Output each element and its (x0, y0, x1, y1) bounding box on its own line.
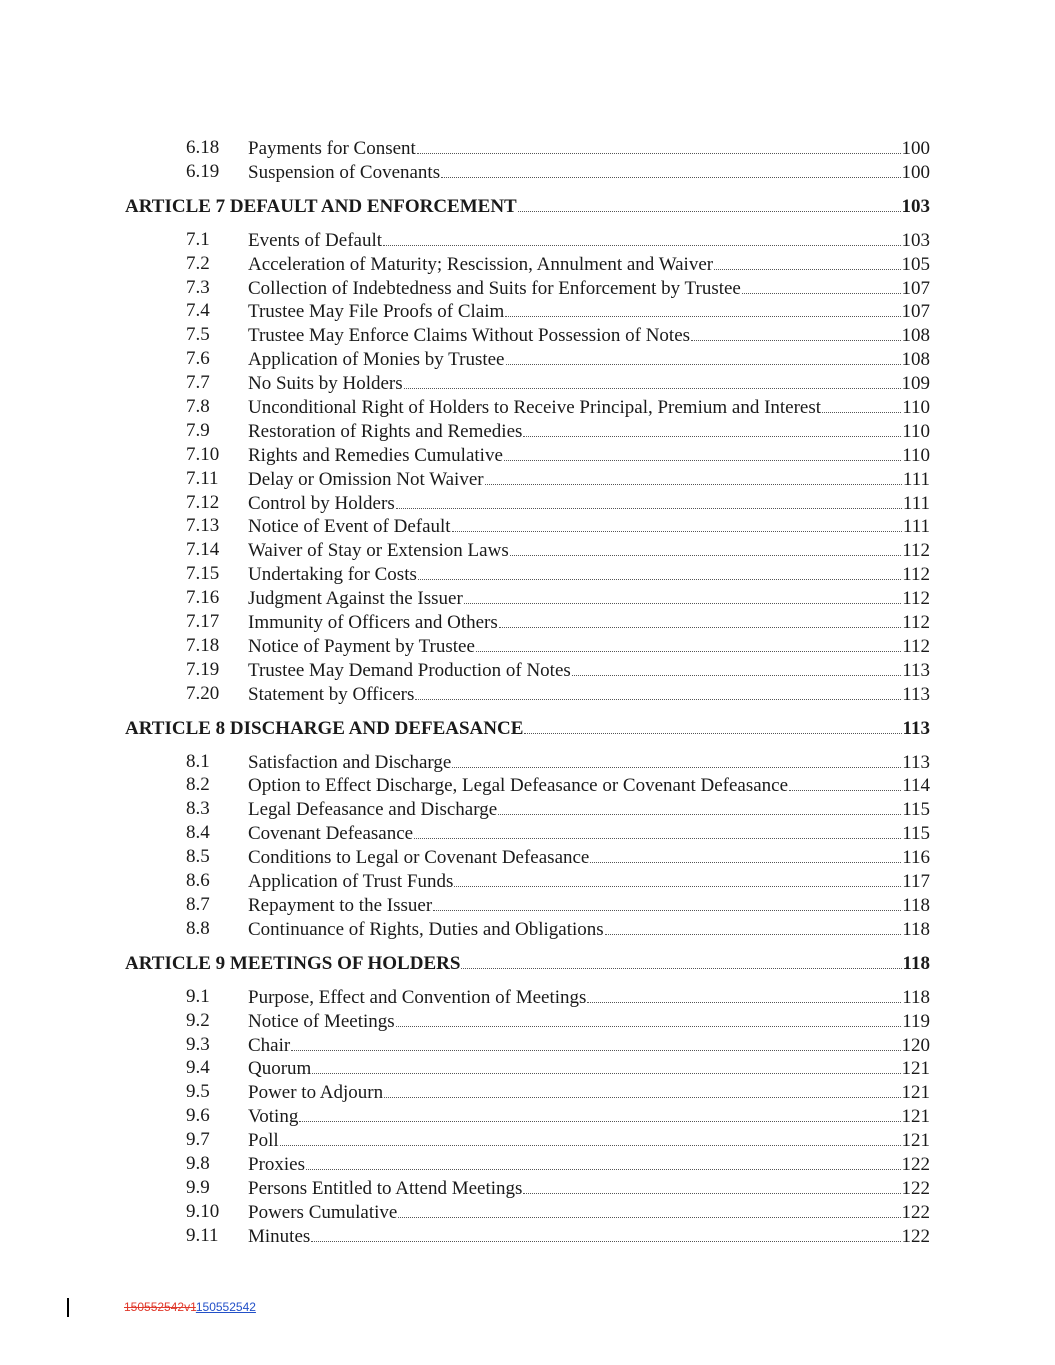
dot-leader (499, 610, 901, 628)
toc-entry-title: Waiver of Stay or Extension Laws (248, 540, 509, 562)
toc-entry[interactable] (0, 228, 1055, 252)
toc-entry-number: 7.8 (186, 396, 210, 418)
toc-entry-number: 9.1 (186, 985, 210, 1007)
toc-entry-number: 9.7 (186, 1129, 210, 1151)
dot-leader (396, 491, 902, 509)
toc-entry-number: 9.5 (186, 1081, 210, 1103)
toc-entry-number: 9.4 (186, 1057, 210, 1079)
toc-entry[interactable] (0, 347, 1055, 371)
toc-entry[interactable] (0, 1224, 1055, 1248)
toc-page-number: 121 (901, 1130, 930, 1152)
toc-entry[interactable] (0, 750, 1055, 774)
toc-entry[interactable] (0, 1200, 1055, 1224)
toc-page-number: 122 (901, 1201, 930, 1223)
toc-entry-title: Minutes (248, 1225, 311, 1247)
toc-entry-title: Covenant Defeasance (248, 823, 414, 845)
toc-entry-number: 7.3 (186, 276, 210, 298)
toc-entry-number: 8.8 (186, 917, 210, 939)
toc-entry-title: Conditions to Legal or Covenant Defeasance (248, 847, 590, 869)
toc-entry-number: 7.18 (186, 634, 220, 656)
toc-entry-title: Trustee May Demand Production of Notes (248, 659, 571, 681)
toc-entry[interactable] (0, 893, 1055, 917)
toc-entry-title: Immunity of Officers and Others (248, 612, 498, 634)
toc-entry-title: Satisfaction and Discharge (248, 751, 452, 773)
toc-page-number: 112 (902, 564, 930, 586)
toc-page-number: 103 (901, 229, 930, 251)
toc-page-number: 109 (901, 373, 930, 395)
dot-leader (398, 1200, 900, 1218)
dot-leader (461, 951, 901, 969)
toc-page-number: 120 (901, 1034, 930, 1056)
toc-entry-number: 6.18 (186, 137, 220, 158)
toc-entry-number: 7.20 (186, 682, 220, 704)
dot-leader (291, 1033, 900, 1051)
toc-entry[interactable] (0, 1104, 1055, 1128)
toc-entry[interactable] (0, 514, 1055, 538)
toc-entry-number: 8.2 (186, 774, 210, 796)
dot-leader (280, 1128, 901, 1146)
dot-leader (504, 443, 901, 461)
dot-leader (572, 658, 901, 676)
dot-leader (396, 1009, 902, 1027)
toc-page-number: 113 (902, 717, 930, 739)
dot-leader (523, 1176, 900, 1194)
toc-entry-title: Repayment to the Issuer (248, 894, 433, 916)
toc-article-heading[interactable] (0, 194, 1055, 218)
toc-entry-title: Payments for Consent (248, 138, 416, 159)
dot-leader (590, 845, 901, 863)
toc-entry-title: Notice of Event of Default (248, 516, 451, 538)
toc-entry-title: Notice of Meetings (248, 1010, 395, 1032)
dot-leader (476, 634, 901, 652)
toc-entry-number: 7.5 (186, 324, 210, 346)
toc-entry-title: No Suits by Holders (248, 373, 403, 395)
toc-entry-number: 6.19 (186, 160, 220, 182)
toc-entry-number: 8.6 (186, 870, 210, 892)
dot-leader (404, 371, 901, 389)
toc-page-number: 103 (901, 195, 930, 217)
toc-entry-title: Notice of Payment by Trustee (248, 635, 475, 657)
toc-entry-title: Continuance of Rights, Duties and Obligations (248, 918, 604, 940)
toc-entry[interactable] (0, 252, 1055, 276)
toc-entry[interactable] (0, 1056, 1055, 1080)
toc-entry[interactable] (0, 371, 1055, 395)
dot-leader (485, 467, 902, 485)
deleted-document-id: 150552542v1 (124, 1300, 196, 1314)
toc-entry[interactable] (0, 299, 1055, 323)
toc-entry-number: 8.3 (186, 798, 210, 820)
dot-leader (523, 419, 901, 437)
toc-page-number: 110 (902, 397, 930, 419)
toc-entry-title: Purpose, Effect and Convention of Meetings (248, 986, 587, 1008)
toc-entry[interactable] (0, 136, 1055, 160)
toc-entry-number: 9.3 (186, 1033, 210, 1055)
document-footer (0, 1297, 1055, 1321)
toc-entry-number: 7.9 (186, 419, 210, 441)
toc-entry[interactable] (0, 658, 1055, 682)
toc-entry-title: Statement by Officers (248, 683, 415, 705)
toc-entry[interactable] (0, 467, 1055, 491)
dot-leader (506, 347, 901, 365)
toc-entry[interactable] (0, 1009, 1055, 1033)
toc-page-number: 108 (901, 325, 930, 347)
toc-article-heading[interactable] (0, 716, 1055, 740)
toc-page-number: 112 (902, 612, 930, 634)
toc-page-number: 111 (902, 468, 930, 490)
toc-entry[interactable] (0, 419, 1055, 443)
toc-page-number: 107 (901, 277, 930, 299)
document-id (124, 1299, 256, 1315)
toc-entry-title: Powers Cumulative (248, 1201, 398, 1223)
toc-entry-number: 8.7 (186, 893, 210, 915)
toc-page-number: 121 (901, 1082, 930, 1104)
toc-entry-title: Option to Effect Discharge, Legal Defeasance or Covenant Defeasance (248, 775, 789, 797)
dot-leader (452, 750, 901, 768)
toc-page-number: 100 (901, 161, 930, 183)
toc-entry-title: Legal Defeasance and Discharge (248, 799, 498, 821)
dot-leader (510, 538, 901, 556)
toc-entry[interactable] (0, 491, 1055, 515)
toc-page-number: 116 (902, 847, 930, 869)
toc-entry[interactable] (0, 985, 1055, 1009)
toc-entry-number: 9.2 (186, 1009, 210, 1031)
toc-page-number: 117 (902, 871, 930, 893)
dot-leader (312, 1056, 900, 1074)
toc-entry[interactable] (0, 1152, 1055, 1176)
dot-leader (789, 773, 901, 791)
toc-entry-title: Persons Entitled to Attend Meetings (248, 1177, 523, 1199)
toc-entry[interactable] (0, 773, 1055, 797)
toc-entry-number: 7.15 (186, 563, 220, 585)
toc-page-number: 112 (902, 540, 930, 562)
dot-leader (714, 252, 900, 270)
dot-leader (299, 1104, 900, 1122)
dot-leader (441, 160, 900, 178)
toc-entry-number: 7.2 (186, 252, 210, 274)
toc-entry-title: Application of Trust Funds (248, 871, 454, 893)
dot-leader (742, 276, 901, 294)
toc-page-number: 122 (901, 1177, 930, 1199)
toc-page-number: 108 (901, 349, 930, 371)
dot-leader (417, 136, 901, 154)
toc-entry-number: 9.10 (186, 1200, 220, 1222)
toc-page-number: 107 (901, 301, 930, 323)
toc-entry[interactable] (0, 443, 1055, 467)
toc-page-number: 119 (902, 1010, 930, 1032)
dot-leader (518, 194, 901, 212)
toc-entry-title: Delay or Omission Not Waiver (248, 468, 484, 490)
toc-page-number: 110 (902, 444, 930, 466)
toc-entry[interactable] (0, 538, 1055, 562)
toc-page-number: 112 (902, 635, 930, 657)
toc-entry-number: 9.11 (186, 1224, 219, 1246)
dot-leader (306, 1152, 901, 1170)
toc-entry-title: Trustee May Enforce Claims Without Possession of Notes (248, 325, 691, 347)
toc-entry-number: 7.19 (186, 658, 220, 680)
toc-entry[interactable] (0, 845, 1055, 869)
toc-entry-number: 7.6 (186, 348, 210, 370)
toc-entry-title: Judgment Against the Issuer (248, 588, 463, 610)
toc-entry[interactable] (0, 395, 1055, 419)
toc-entry-number: 7.13 (186, 515, 220, 537)
toc-entry-title: Restoration of Rights and Remedies (248, 420, 523, 442)
toc-entry[interactable] (0, 821, 1055, 845)
toc-page-number: 118 (902, 986, 930, 1008)
toc-entry-number: 9.6 (186, 1105, 210, 1127)
dot-leader (505, 299, 900, 317)
toc-entry-title: Quorum (248, 1058, 312, 1080)
dot-leader (384, 1080, 900, 1098)
toc-entry[interactable] (0, 562, 1055, 586)
toc-entry-title: Events of Default (248, 229, 383, 251)
toc-entry[interactable] (0, 1176, 1055, 1200)
toc-entry-number: 7.11 (186, 467, 219, 489)
toc-page-number: 115 (902, 799, 930, 821)
toc-entry-title: Unconditional Right of Holders to Receive Principal, Premium and Interest (248, 397, 822, 419)
dot-leader (452, 514, 902, 532)
dot-leader (311, 1224, 900, 1242)
toc-page-number: 122 (901, 1153, 930, 1175)
toc-entry-title: ARTICLE 8 DISCHARGE AND DEFEASANCE (125, 717, 524, 739)
toc-page-number: 118 (902, 952, 930, 974)
toc-entry-number: 8.1 (186, 750, 210, 772)
toc-entry-title: Rights and Remedies Cumulative (248, 444, 503, 466)
toc-page-number: 113 (902, 659, 930, 681)
dot-leader (587, 985, 901, 1003)
toc-entry-number: 7.4 (186, 300, 210, 322)
toc-entry[interactable] (0, 917, 1055, 941)
toc-entry-title: Voting (248, 1106, 299, 1128)
toc-entry[interactable] (0, 160, 1055, 184)
toc-page-number: 122 (901, 1225, 930, 1247)
toc-page-number: 118 (902, 918, 930, 940)
toc-entry-number: 7.17 (186, 611, 220, 633)
toc-entry[interactable] (0, 276, 1055, 300)
toc-entry-number: 8.4 (186, 822, 210, 844)
toc-article-heading[interactable] (0, 951, 1055, 975)
toc-entry-title: Suspension of Covenants (248, 161, 441, 183)
toc-page-number: 121 (901, 1058, 930, 1080)
toc-page-number: 121 (901, 1106, 930, 1128)
toc-entry-title: Chair (248, 1034, 291, 1056)
dot-leader (691, 323, 900, 341)
change-bar (67, 1298, 69, 1317)
dot-leader (383, 228, 900, 246)
toc-entry-number: 7.14 (186, 539, 220, 561)
toc-entry[interactable] (0, 586, 1055, 610)
inserted-document-id: 150552542 (195, 1300, 256, 1314)
toc-page-number: 105 (901, 253, 930, 275)
toc-entry-number: 7.1 (186, 228, 210, 250)
toc-page-number: 112 (902, 588, 930, 610)
dot-leader (433, 893, 901, 911)
dot-leader (605, 917, 902, 935)
dot-leader (524, 716, 901, 734)
toc-entry[interactable] (0, 1033, 1055, 1057)
toc-entry-number: 7.7 (186, 372, 210, 394)
dot-leader (498, 797, 901, 815)
toc-entry-number: 9.8 (186, 1152, 210, 1174)
toc-entry[interactable] (0, 1080, 1055, 1104)
toc-page-number: 111 (902, 516, 930, 538)
toc-page-number: 113 (902, 683, 930, 705)
toc-entry[interactable] (0, 869, 1055, 893)
toc-entry-title: Control by Holders (248, 492, 395, 514)
toc-entry-number: 7.16 (186, 587, 220, 609)
toc-entry-title: Power to Adjourn (248, 1082, 384, 1104)
dot-leader (418, 562, 901, 580)
toc-entry-title: ARTICLE 9 MEETINGS OF HOLDERS (125, 952, 461, 974)
toc-entry-title: Poll (248, 1130, 279, 1152)
toc-entry-title: ARTICLE 7 DEFAULT AND ENFORCEMENT (125, 195, 517, 217)
toc-entry[interactable] (0, 1128, 1055, 1152)
toc-entry-number: 7.10 (186, 443, 220, 465)
toc-entry[interactable] (0, 682, 1055, 706)
toc-page-number: 111 (902, 492, 930, 514)
toc-entry-title: Application of Monies by Trustee (248, 349, 505, 371)
table-of-contents (0, 136, 1055, 1248)
toc-page-number: 100 (901, 138, 930, 159)
toc-page-number: 118 (902, 894, 930, 916)
toc-entry-title: Acceleration of Maturity; Rescission, Annulment and Waiver (248, 253, 714, 275)
toc-page-number: 113 (902, 751, 930, 773)
toc-entry[interactable] (0, 610, 1055, 634)
dot-leader (415, 682, 901, 700)
toc-entry-title: Undertaking for Costs (248, 564, 417, 586)
toc-page-number: 110 (902, 420, 930, 442)
dot-leader (822, 395, 901, 413)
toc-page-number: 115 (902, 823, 930, 845)
toc-entry-title: Proxies (248, 1153, 305, 1175)
toc-entry-number: 7.12 (186, 491, 220, 513)
toc-entry-number: 8.5 (186, 846, 210, 868)
toc-entry[interactable] (0, 797, 1055, 821)
dot-leader (414, 821, 901, 839)
dot-leader (454, 869, 901, 887)
dot-leader (464, 586, 901, 604)
toc-entry[interactable] (0, 634, 1055, 658)
toc-entry-title: Trustee May File Proofs of Claim (248, 301, 505, 323)
toc-entry-number: 9.9 (186, 1176, 210, 1198)
toc-page-number: 114 (902, 775, 930, 797)
toc-entry[interactable] (0, 323, 1055, 347)
toc-entry-title: Collection of Indebtedness and Suits for Enforcement by Trustee (248, 277, 741, 299)
